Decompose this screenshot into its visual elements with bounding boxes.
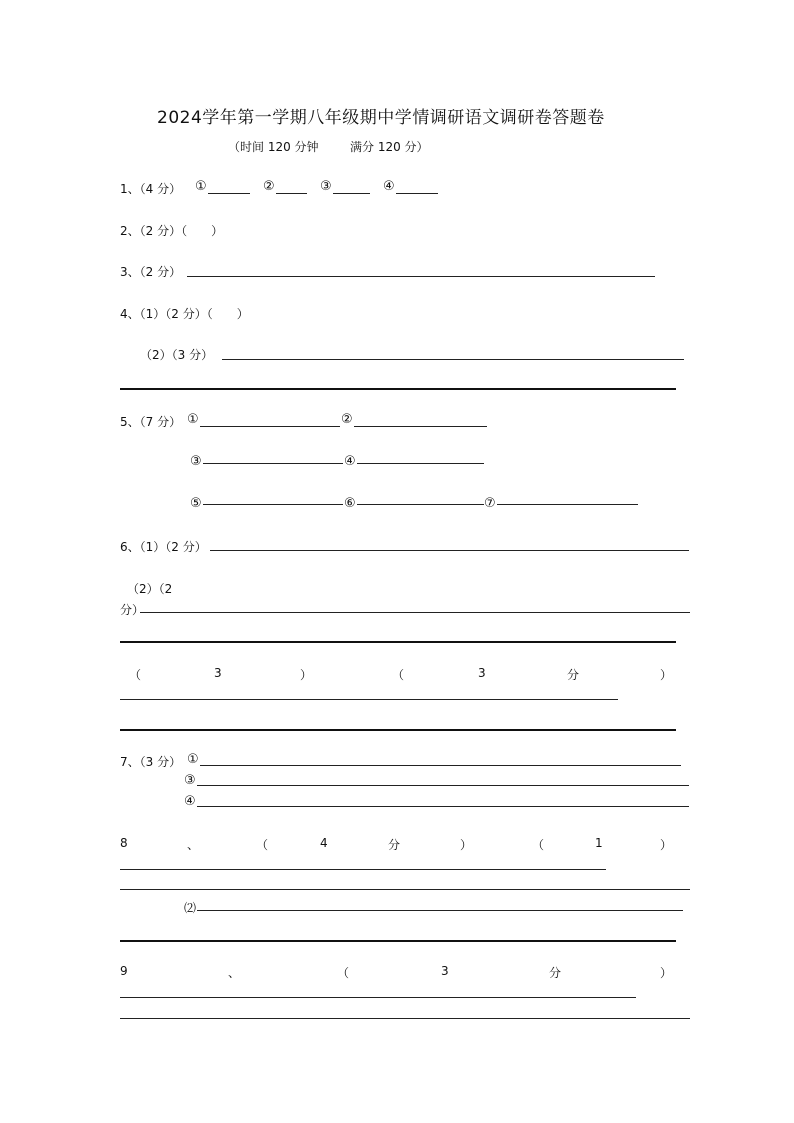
q6-part2-label-cont: 分） (120, 603, 145, 617)
q6-part3-paren-open: （ (129, 668, 142, 682)
q1-blank-4[interactable] (396, 193, 438, 194)
q7-blank-1[interactable] (200, 765, 681, 766)
q1-marker-1: ① (195, 179, 207, 194)
q8-part2-line[interactable] (197, 910, 683, 911)
q6-part1-label: 6、（1）（2 分） (120, 540, 207, 554)
q5-blank-3[interactable] (203, 463, 343, 464)
q5-blank-5[interactable] (203, 504, 343, 505)
q7-label: 7、（3 分） (120, 755, 182, 769)
q9-line-1[interactable] (120, 997, 636, 998)
q1-marker-4: ④ (383, 179, 395, 194)
q6-part1-line[interactable] (210, 550, 689, 551)
score-note: 满分 120 分） (350, 140, 429, 154)
section-divider (120, 940, 676, 942)
q1-marker-2: ② (263, 179, 275, 194)
q5-marker-5: ⑤ (190, 496, 202, 511)
q5-blank-4[interactable] (357, 463, 484, 464)
q5-marker-4: ④ (344, 454, 356, 469)
q5-blank-2[interactable] (354, 426, 487, 427)
q4-answer-line[interactable] (222, 359, 684, 360)
q8-separator: 、 (187, 838, 200, 852)
q1-blank-1[interactable] (208, 193, 250, 194)
q9-score-open: （ (337, 966, 350, 980)
q2-label: 2、（2 分）（ ） (120, 224, 224, 238)
section-divider (120, 641, 676, 643)
q5-marker-6: ⑥ (344, 496, 356, 511)
section-divider (120, 388, 676, 390)
q8-part1-line-2[interactable] (120, 889, 690, 890)
q7-blank-3[interactable] (197, 785, 689, 786)
q4-part1-label: 4、（1）（2 分）（ ） (120, 307, 249, 321)
q1-marker-3: ③ (320, 179, 332, 194)
q7-marker-4: ④ (184, 794, 196, 809)
section-divider (120, 729, 676, 731)
q8-part-close: ） (660, 838, 673, 852)
q9-line-2[interactable] (120, 1018, 690, 1019)
q9-separator: 、 (228, 966, 241, 980)
q9-score-close: ） (660, 966, 673, 980)
q3-label: 3、（2 分） (120, 265, 182, 279)
q6-part2-label: （2）（2 (127, 582, 173, 596)
q9-score: 3 (441, 964, 449, 978)
q6-part3-score-open: （ (392, 668, 405, 682)
q8-part1-line-1[interactable] (120, 869, 606, 870)
q7-marker-1: ① (187, 752, 199, 767)
q5-blank-7[interactable] (497, 504, 638, 505)
q6-part3-line[interactable] (120, 699, 618, 700)
q5-blank-6[interactable] (357, 504, 484, 505)
q4-part2-label: （2）（3 分） (140, 348, 214, 362)
q6-part3-paren-close: ） (300, 668, 313, 682)
q8-part2-label: ⑵ (184, 901, 197, 915)
q6-part2-line[interactable] (140, 612, 690, 613)
q6-part3-number: 3 (214, 666, 222, 680)
q8-part-open: （ (532, 838, 545, 852)
q5-marker-1: ① (187, 412, 199, 427)
q8-part-number: 1 (595, 836, 603, 850)
q7-marker-3: ③ (184, 773, 196, 788)
q5-blank-1[interactable] (200, 426, 340, 427)
time-note: （时间 120 分钟 (228, 140, 319, 154)
q6-part3-score-unit: 分 (567, 668, 580, 682)
q1-blank-2[interactable] (276, 193, 307, 194)
q8-score-unit: 分 (388, 838, 401, 852)
q8-score: 4 (320, 836, 328, 850)
q8-number: 8 (120, 836, 128, 850)
q5-marker-2: ② (341, 412, 353, 427)
page-title: 2024学年第一学期八年级期中学情调研语文调研卷答题卷 (157, 108, 605, 128)
q7-blank-4[interactable] (197, 806, 689, 807)
q1-label: 1、（4 分） (120, 182, 182, 196)
q8-score-open: （ (256, 838, 269, 852)
q1-blank-3[interactable] (333, 193, 370, 194)
q9-score-unit: 分 (549, 966, 562, 980)
q6-part3-score-close: ） (660, 668, 673, 682)
q5-label: 5、（7 分） (120, 415, 182, 429)
q8-score-close: ） (460, 838, 473, 852)
q9-number: 9 (120, 964, 128, 978)
q5-marker-3: ③ (190, 454, 202, 469)
q3-answer-line[interactable] (187, 276, 655, 277)
q6-part3-score: 3 (478, 666, 486, 680)
q5-marker-7: ⑦ (484, 496, 496, 511)
